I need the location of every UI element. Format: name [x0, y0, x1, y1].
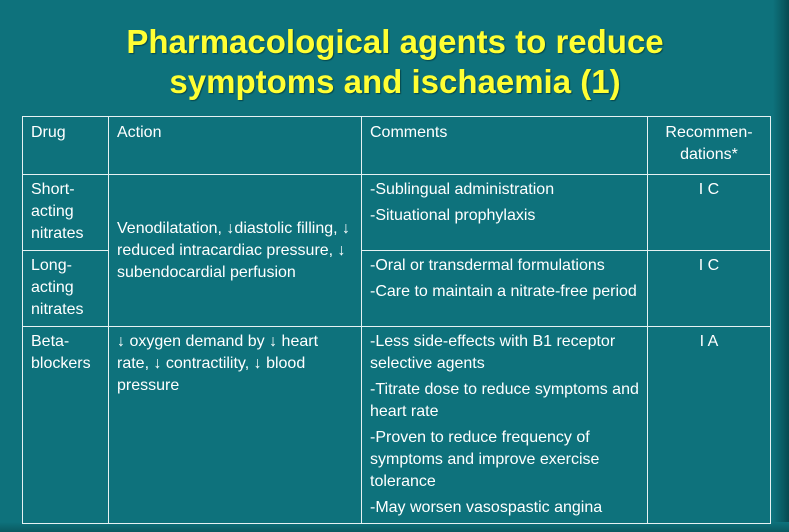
- table-row: [23, 175, 771, 251]
- recommendation-cell: I C: [648, 175, 771, 251]
- header-drug: Drug: [23, 117, 109, 175]
- comments-cell: -Sublingual administration -Situational prophylaxis: [362, 175, 648, 251]
- action-cell: ↓ oxygen demand by ↓ heart rate, ↓ contractility, ↓ blood pressure: [109, 327, 362, 524]
- drug-cell: Beta- blockers: [23, 327, 109, 524]
- drug-cell: Short- acting nitrates: [23, 175, 109, 251]
- action-cell-nitrates: Venodilatation, ↓diastolic filling, ↓ reduced intracardiac pressure, ↓ subendocardial perfusion: [109, 175, 362, 327]
- drug-table: [22, 116, 771, 524]
- table-header-row: [23, 117, 771, 175]
- comments-cell: -Less side-effects with B1 receptor selective agents -Titrate dose to reduce symptoms and heart rate -Proven to reduce frequency of symptoms and improve exercise tolerance -May worsen vasospastic angina: [362, 327, 648, 524]
- recommendation-cell: I C: [648, 251, 771, 327]
- title-line-2: symptoms and ischaemia (1): [169, 63, 621, 100]
- slide-edge-shadow: [773, 0, 789, 532]
- header-recommendations: Recommen- dations*: [648, 117, 771, 175]
- comments-cell: -Oral or transdermal formulations -Care to maintain a nitrate-free period: [362, 251, 648, 327]
- slide-title: [40, 22, 750, 102]
- title-line-1: Pharmacological agents to reduce: [126, 23, 664, 60]
- header-comments: Comments: [362, 117, 648, 175]
- table-row: [23, 327, 771, 524]
- recommendation-cell: I A: [648, 327, 771, 524]
- header-action: Action: [109, 117, 362, 175]
- drug-cell: Long- acting nitrates: [23, 251, 109, 327]
